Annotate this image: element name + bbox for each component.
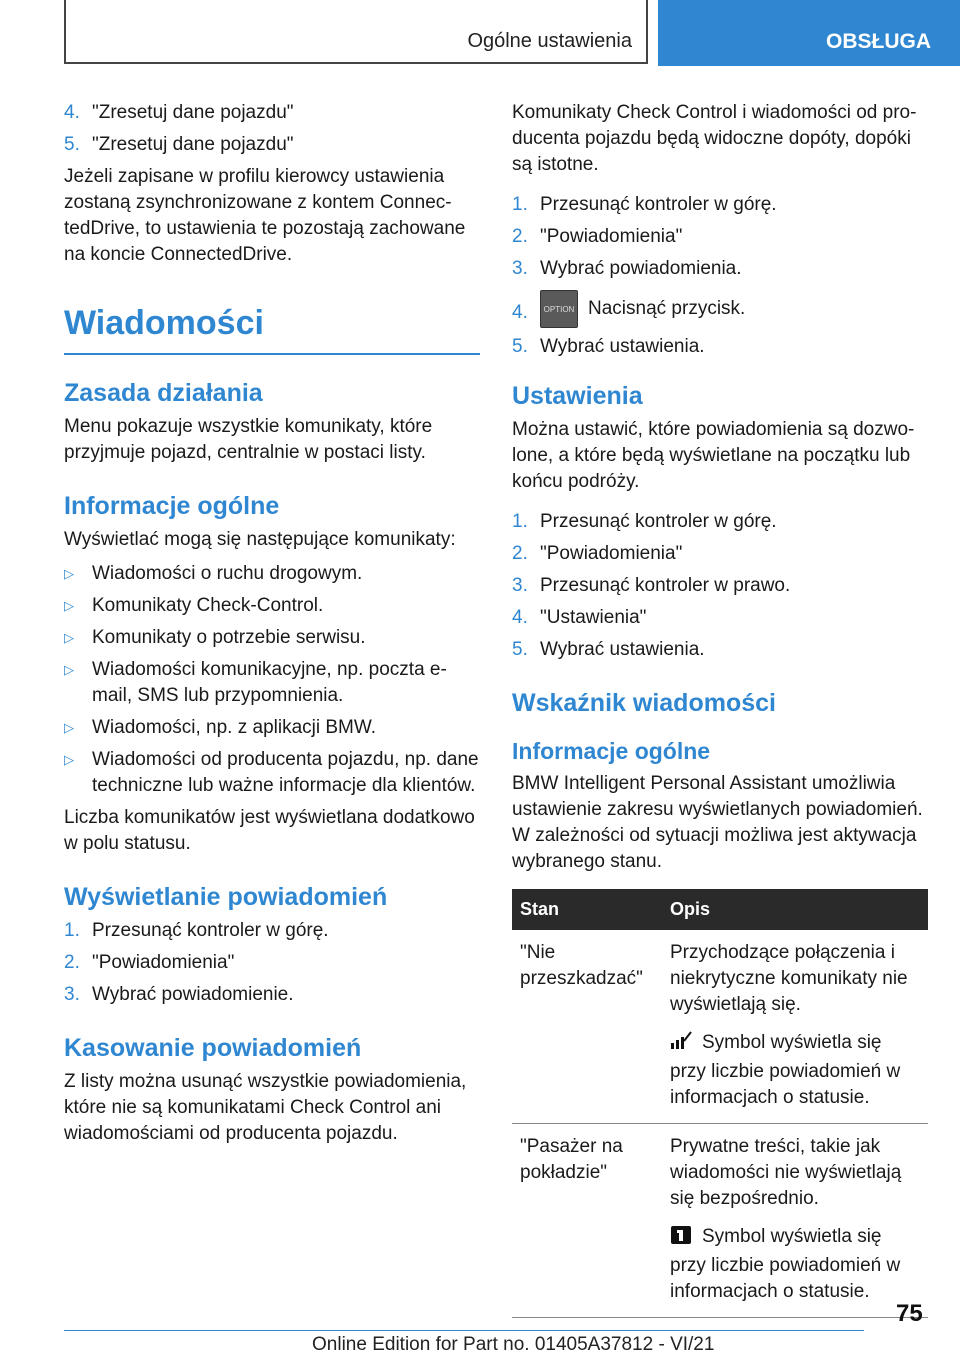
option-button-icon: OPTION (540, 290, 578, 328)
header-box (64, 0, 648, 64)
list-text: "Ustawienia" (540, 607, 647, 628)
list-number: 5. (64, 134, 80, 155)
symbol-note (670, 1030, 920, 1111)
list-number: 2. (512, 543, 528, 564)
list-number: 1. (512, 511, 528, 532)
list-number: 2. (64, 952, 80, 973)
footer-divider (64, 1330, 864, 1331)
list-item (64, 918, 480, 944)
list-item (64, 132, 480, 158)
bullet-text: Wiadomości o ruchu drogowym. (92, 563, 363, 584)
triangle-bullet-icon: ▷ (64, 566, 74, 581)
list-item (64, 982, 480, 1008)
triangle-bullet-icon: ▷ (64, 630, 74, 645)
list-number: 1. (512, 194, 528, 215)
bullet-text: Komunikaty o potrzebie serwisu. (92, 627, 366, 648)
symbol-note-text: Symbol wyświetla się przy liczbie powiadomień w informacjach o statusie. (670, 1032, 901, 1108)
list-text: Wybrać powiadomienia. (540, 258, 742, 279)
list-number: 5. (512, 639, 528, 660)
list-number: 2. (512, 226, 528, 247)
triangle-bullet-icon: ▷ (64, 662, 74, 677)
table-row (512, 1124, 928, 1318)
settings-paragraph: Można ustawić, które powiadomienia są dozwolone, a które będą wyświetlane na początku lub końcu podróży. (512, 419, 915, 492)
bullet-item (64, 625, 480, 651)
list-text: "Zresetuj dane pojazdu" (92, 102, 294, 123)
table-cell-description (662, 1124, 928, 1318)
list-item (64, 100, 480, 126)
heading-display-notifications: Wyświetlanie powiadomień (64, 883, 388, 911)
list-item (512, 509, 928, 535)
list-text: Przesunąć kontroler w górę. (540, 511, 777, 532)
bullet-item (64, 593, 480, 619)
list-number: 4. (64, 102, 80, 123)
table-cell-description (662, 930, 928, 1124)
list-number: 3. (512, 575, 528, 596)
list-item (512, 290, 928, 328)
list-item (64, 950, 480, 976)
list-number: 4. (512, 607, 528, 628)
passenger-on-board-icon (670, 1225, 692, 1253)
bullet-text: Wiadomości komunikacyjne, np. poczta e-mail, SMS lub przypomnienia. (92, 659, 447, 706)
list-text: "Zresetuj dane pojazdu" (92, 134, 294, 155)
table-header-description: Opis (662, 889, 928, 930)
heading-settings: Ustawienia (512, 382, 643, 410)
table-cell-state: "Pasażer na pokładzie" (512, 1124, 662, 1318)
list-number: 3. (512, 258, 528, 279)
page-number: 75 (896, 1300, 923, 1327)
delete-paragraph: Z listy można usunąć wszystkie powiadomienia, które nie są komunikatami Check Control ani wiadomościami od producenta pojazdu. (64, 1071, 467, 1144)
bullet-item (64, 715, 480, 741)
indicator-paragraph: BMW Intelligent Personal Assistant umożliwia ustawienie zakresu wyświetlanych powiadomień. W zależności od sytuacji możliwa jest aktywacja wybranego stanu. (512, 773, 923, 872)
list-item (512, 573, 928, 599)
list-text: "Powiadomienia" (92, 952, 235, 973)
bullet-item (64, 747, 480, 799)
list-item (512, 334, 928, 360)
list-text: Przesunąć kontroler w prawo. (540, 575, 791, 596)
header-section-title: Ogólne ustawienia (467, 30, 632, 52)
table-row (512, 930, 928, 1124)
table-header-state: Stan (512, 889, 662, 930)
list-text: Przesunąć kontroler w górę. (540, 194, 777, 215)
right-column (512, 100, 928, 1318)
list-number: 1. (64, 920, 80, 941)
general-paragraph: Wyświetlać mogą się następujące komunikaty: (64, 529, 456, 550)
list-item (512, 605, 928, 631)
bullet-text: Wiadomości od producenta pojazdu, np. dane techniczne lub ważne informacje dla klientów. (92, 749, 479, 796)
status-table (512, 889, 928, 1318)
left-column (64, 100, 480, 1157)
symbol-note-text: Symbol wyświetla się przy liczbie powiadomień w informacjach o statusie. (670, 1226, 901, 1302)
heading-indicator-general: Informacje ogólne (512, 738, 711, 764)
list-text: Przesunąć kontroler w górę. (92, 920, 329, 941)
do-not-disturb-icon (670, 1031, 692, 1059)
bullet-text: Komunikaty Check-Control. (92, 595, 324, 616)
table-cell-state: "Nie przeszkadzać" (512, 930, 662, 1124)
list-item (512, 256, 928, 282)
bullet-text: Wiadomości, np. z aplikacji BMW. (92, 717, 377, 738)
triangle-bullet-icon: ▷ (64, 752, 74, 767)
count-paragraph: Liczba komunikatów jest wyświetlana dodatkowo w polu statusu. (64, 807, 475, 854)
heading-general-info: Informacje ogólne (64, 492, 280, 520)
list-text: "Powiadomienia" (540, 226, 683, 247)
list-text: Wybrać powiadomienie. (92, 984, 294, 1005)
triangle-bullet-icon: ▷ (64, 598, 74, 613)
list-number: 5. (512, 336, 528, 357)
list-number: 3. (64, 984, 80, 1005)
list-text: Wybrać ustawienia. (540, 336, 705, 357)
list-item (512, 224, 928, 250)
symbol-note (670, 1224, 920, 1305)
list-item (512, 637, 928, 663)
principle-paragraph: Menu pokazuje wszystkie komunikaty, które przyjmuje pojazd, centralnie w postaci listy. (64, 416, 433, 463)
header-chapter-tab: OBSŁUGA (658, 0, 960, 66)
section-heading-messages: Wiadomości (64, 304, 480, 355)
triangle-bullet-icon: ▷ (64, 720, 74, 735)
list-text: "Powiadomienia" (540, 543, 683, 564)
heading-message-indicator: Wskaźnik wiadomości (512, 689, 776, 717)
check-control-paragraph: Komunikaty Check Control i wiadomości od producenta pojazdu będą widoczne dopóty, dopóki są istotne. (512, 102, 917, 175)
row-description: Przychodzące połączenia i niekrytyczne komunikaty nie wyświetlają się. (670, 942, 908, 1015)
list-text: Wybrać ustawienia. (540, 639, 705, 660)
bullet-item (64, 561, 480, 587)
heading-delete-notifications: Kasowanie powiadomień (64, 1034, 362, 1062)
list-text: Nacisnąć przycisk. (588, 298, 746, 320)
heading-principle: Zasada działania (64, 379, 263, 407)
sync-paragraph: Jeżeli zapisane w profilu kierowcy ustawienia zostaną zsynchronizowane z kontem ConnectedDrive, to ustawienia te pozostają zachowane na koncie ConnectedDrive. (64, 166, 466, 265)
list-number: 4. (512, 302, 528, 323)
bullet-item (64, 657, 480, 709)
row-description: Prywatne treści, takie jak wiadomości nie wyświetlają się bezpośrednio. (670, 1136, 902, 1209)
list-item (512, 541, 928, 567)
list-item (512, 192, 928, 218)
footer-edition: Online Edition for Part no. 01405A37812 - VI/21 (312, 1334, 715, 1355)
